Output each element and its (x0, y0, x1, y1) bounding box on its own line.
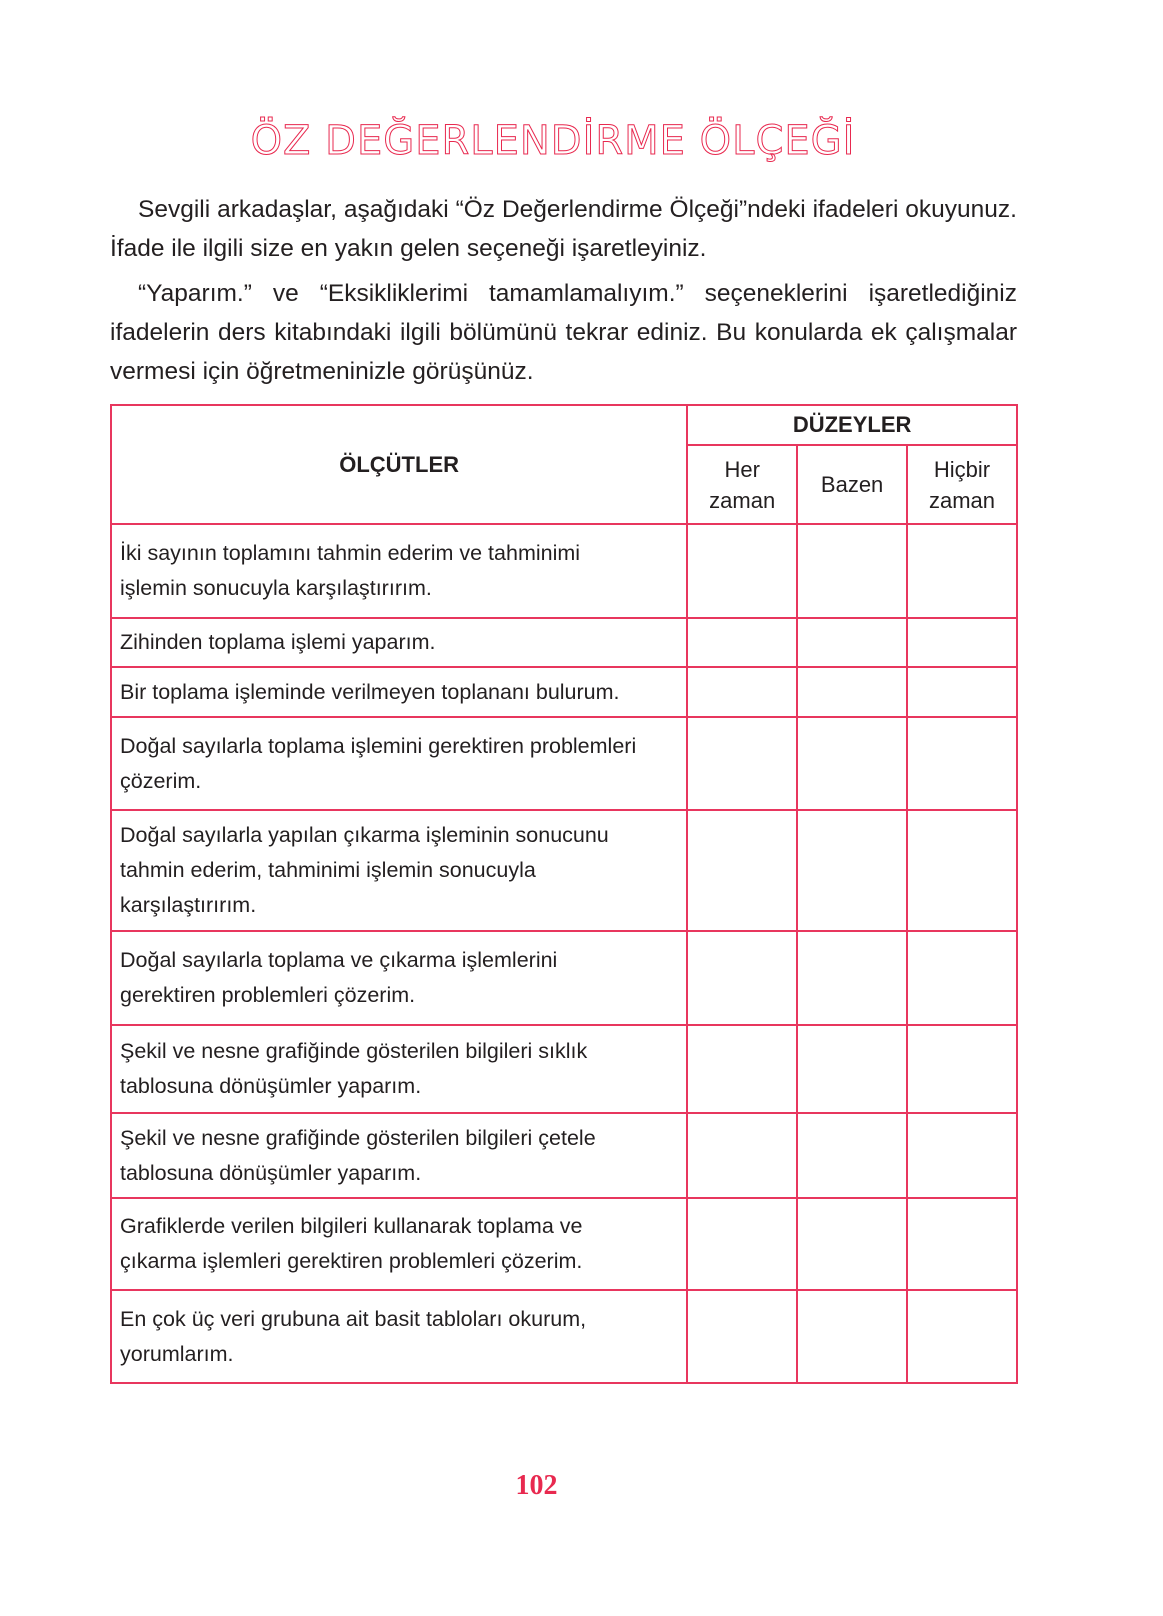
page-number: 102 (515, 1470, 558, 1501)
criterion-text: İki sayının toplamını tahmin ederim ve tahminimi işlemin sonucuyla karşılaştırırım. (111, 524, 687, 618)
checkbox-cell-sometimes[interactable] (797, 667, 907, 717)
table-row (111, 1025, 1017, 1113)
checkbox-cell-sometimes[interactable] (797, 618, 907, 667)
checkbox-cell-never[interactable] (907, 1198, 1017, 1290)
table-row (111, 524, 1017, 618)
checkbox-cell-never[interactable] (907, 618, 1017, 667)
checkbox-cell-sometimes[interactable] (797, 931, 907, 1025)
table-row (111, 1198, 1017, 1290)
criterion-text: Doğal sayılarla yapılan çıkarma işleminin sonucunu tahmin ederim, tahminimi işlemin sonucuyla karşılaştırırım. (111, 810, 687, 931)
checkbox-cell-never[interactable] (907, 1290, 1017, 1383)
criterion-text: Grafiklerde verilen bilgileri kullanarak toplama ve çıkarma işlemleri gerektiren problemleri çözerim. (111, 1198, 687, 1290)
criterion-text: Şekil ve nesne grafiğinde gösterilen bilgileri çetele tablosuna dönüşümler yaparım. (111, 1113, 687, 1198)
intro-paragraph-2: “Yaparım.” ve “Eksikliklerimi tamamlamalıyım.” seçeneklerini işaretlediğiniz ifadelerin ders kitabındaki ilgili bölümünü tekrar ediniz. Bu konularda ek çalışmalar vermesi için öğretmeninizle görüşünüz. (110, 280, 1017, 385)
checkbox-cell-sometimes[interactable] (797, 524, 907, 618)
checkbox-cell-sometimes[interactable] (797, 1025, 907, 1113)
checkbox-cell-always[interactable] (687, 667, 797, 717)
checkbox-cell-always[interactable] (687, 618, 797, 667)
checkbox-cell-sometimes[interactable] (797, 1113, 907, 1198)
table-row (111, 717, 1017, 810)
level-never: Hiçbir zaman (907, 445, 1017, 524)
checkbox-cell-sometimes[interactable] (797, 1290, 907, 1383)
levels-header: DÜZEYLER (687, 405, 1017, 445)
table-row (111, 618, 1017, 667)
checkbox-cell-never[interactable] (907, 810, 1017, 931)
table-row (111, 1290, 1017, 1383)
criteria-header: ÖLÇÜTLER (111, 405, 687, 524)
checkbox-cell-always[interactable] (687, 524, 797, 618)
table-row (111, 1113, 1017, 1198)
checkbox-cell-always[interactable] (687, 717, 797, 810)
table-row (111, 667, 1017, 717)
self-assessment-table (110, 404, 1018, 1384)
table-row (111, 810, 1017, 931)
checkbox-cell-never[interactable] (907, 931, 1017, 1025)
checkbox-cell-sometimes[interactable] (797, 717, 907, 810)
intro-paragraph-1: Sevgili arkadaşlar, aşağıdaki “Öz Değerlendirme Ölçeği”ndeki ifadeleri okuyunuz. İfade ile ilgili size en yakın gelen seçeneği işaretleyiniz. (110, 196, 1017, 262)
table-row (111, 931, 1017, 1025)
checkbox-cell-always[interactable] (687, 1113, 797, 1198)
checkbox-cell-never[interactable] (907, 717, 1017, 810)
checkbox-cell-always[interactable] (687, 810, 797, 931)
criterion-text: Zihinden toplama işlemi yaparım. (111, 618, 687, 667)
checkbox-cell-always[interactable] (687, 1198, 797, 1290)
checkbox-cell-never[interactable] (907, 1025, 1017, 1113)
level-always: Her zaman (687, 445, 797, 524)
level-sometimes: Bazen (797, 445, 907, 524)
page-title: ÖZ DEĞERLENDİRME ÖLÇEĞİ (250, 118, 856, 164)
criterion-text: En çok üç veri grubuna ait basit tabloları okurum, yorumlarım. (111, 1290, 687, 1383)
checkbox-cell-sometimes[interactable] (797, 1198, 907, 1290)
checkbox-cell-always[interactable] (687, 1025, 797, 1113)
criterion-text: Doğal sayılarla toplama ve çıkarma işlemlerini gerektiren problemleri çözerim. (111, 931, 687, 1025)
checkbox-cell-always[interactable] (687, 1290, 797, 1383)
criterion-text: Bir toplama işleminde verilmeyen toplananı bulurum. (111, 667, 687, 717)
criterion-text: Doğal sayılarla toplama işlemini gerektiren problemleri çözerim. (111, 717, 687, 810)
criterion-text: Şekil ve nesne grafiğinde gösterilen bilgileri sıklık tablosuna dönüşümler yaparım. (111, 1025, 687, 1113)
checkbox-cell-sometimes[interactable] (797, 810, 907, 931)
checkbox-cell-never[interactable] (907, 524, 1017, 618)
checkbox-cell-never[interactable] (907, 1113, 1017, 1198)
checkbox-cell-always[interactable] (687, 931, 797, 1025)
checkbox-cell-never[interactable] (907, 667, 1017, 717)
